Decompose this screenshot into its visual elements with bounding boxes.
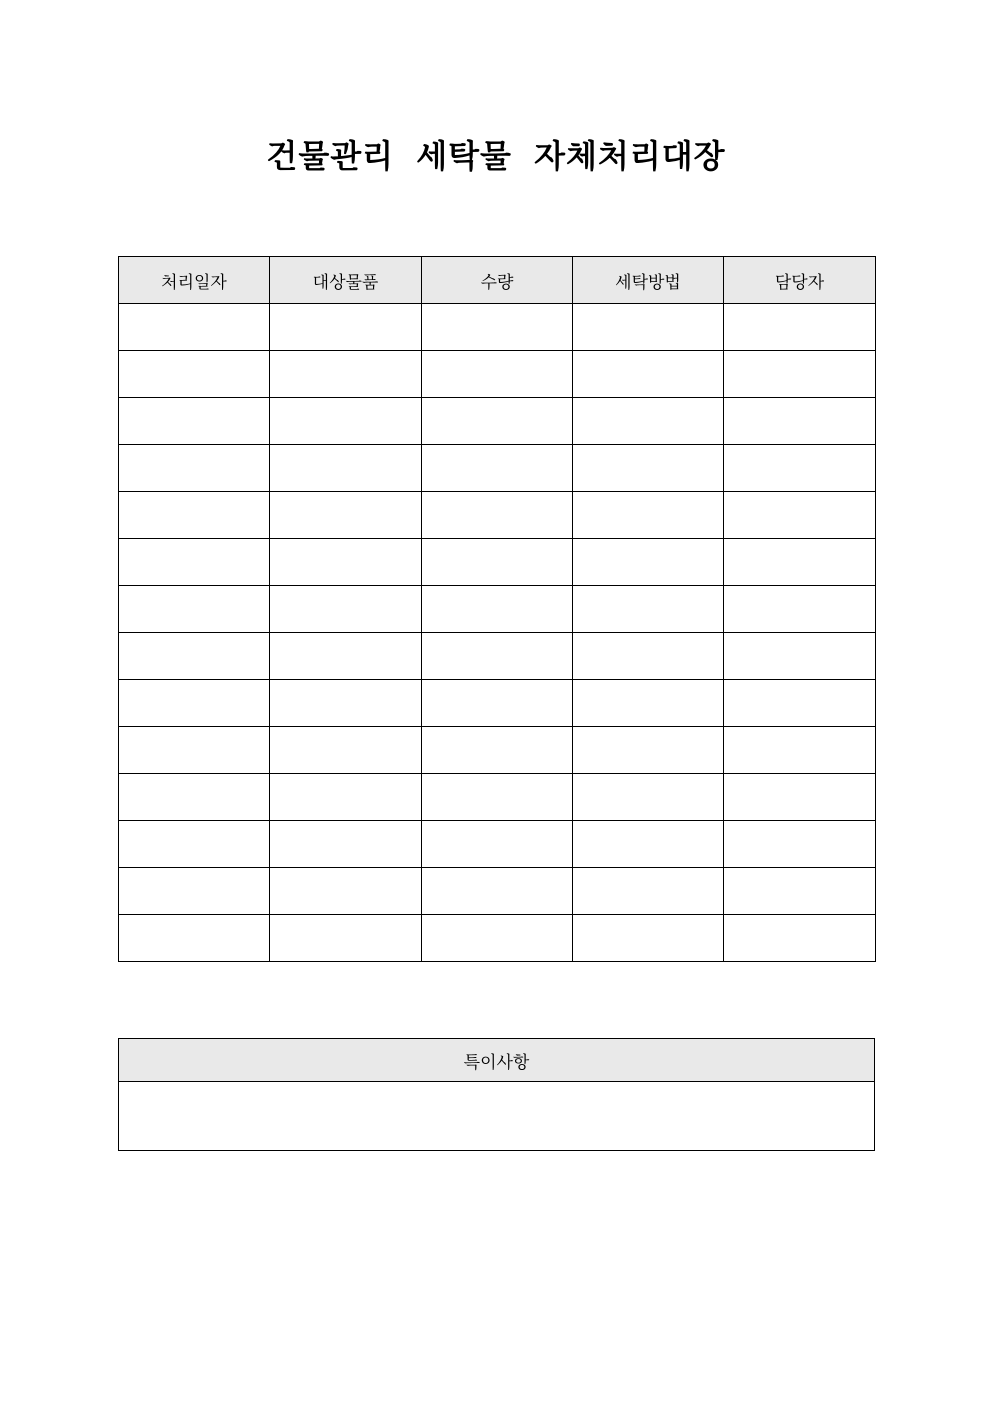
table-cell-method[interactable]	[573, 586, 724, 633]
table-cell-manager[interactable]	[724, 304, 876, 351]
table-cell-method[interactable]	[573, 304, 724, 351]
table-row	[119, 586, 876, 633]
table-cell-date[interactable]	[119, 539, 270, 586]
table-cell-manager[interactable]	[724, 774, 876, 821]
table-cell-quantity[interactable]	[422, 868, 573, 915]
table-cell-item[interactable]	[270, 304, 422, 351]
table-cell-quantity[interactable]	[422, 774, 573, 821]
table-cell-manager[interactable]	[724, 586, 876, 633]
table-cell-manager[interactable]	[724, 821, 876, 868]
column-header-item: 대상물품	[270, 257, 422, 304]
notes-content[interactable]	[119, 1082, 875, 1151]
table-cell-method[interactable]	[573, 868, 724, 915]
table-cell-date[interactable]	[119, 398, 270, 445]
column-header-date: 처리일자	[119, 257, 270, 304]
table-cell-quantity[interactable]	[422, 633, 573, 680]
table-cell-quantity[interactable]	[422, 492, 573, 539]
table-cell-item[interactable]	[270, 586, 422, 633]
table-cell-method[interactable]	[573, 680, 724, 727]
notes-header: 특이사항	[119, 1039, 875, 1082]
table-cell-manager[interactable]	[724, 539, 876, 586]
table-cell-method[interactable]	[573, 351, 724, 398]
table-cell-quantity[interactable]	[422, 304, 573, 351]
table-cell-manager[interactable]	[724, 633, 876, 680]
table-row	[119, 680, 876, 727]
column-header-manager: 담당자	[724, 257, 876, 304]
table-cell-manager[interactable]	[724, 680, 876, 727]
table-cell-method[interactable]	[573, 727, 724, 774]
table-row	[119, 492, 876, 539]
table-cell-quantity[interactable]	[422, 680, 573, 727]
table-cell-quantity[interactable]	[422, 351, 573, 398]
table-cell-date[interactable]	[119, 586, 270, 633]
table-row	[119, 445, 876, 492]
table-cell-date[interactable]	[119, 492, 270, 539]
table-row	[119, 915, 876, 962]
table-cell-method[interactable]	[573, 774, 724, 821]
table-cell-date[interactable]	[119, 727, 270, 774]
table-cell-method[interactable]	[573, 445, 724, 492]
table-cell-item[interactable]	[270, 774, 422, 821]
laundry-log-table	[118, 256, 876, 962]
table-cell-method[interactable]	[573, 633, 724, 680]
table-cell-item[interactable]	[270, 492, 422, 539]
table-row	[119, 304, 876, 351]
table-cell-date[interactable]	[119, 915, 270, 962]
table-cell-quantity[interactable]	[422, 727, 573, 774]
table-body	[119, 304, 876, 962]
table-cell-manager[interactable]	[724, 398, 876, 445]
table-cell-manager[interactable]	[724, 351, 876, 398]
table-cell-date[interactable]	[119, 351, 270, 398]
table-cell-date[interactable]	[119, 774, 270, 821]
table-cell-date[interactable]	[119, 868, 270, 915]
table-row	[119, 539, 876, 586]
table-cell-method[interactable]	[573, 821, 724, 868]
table-cell-manager[interactable]	[724, 445, 876, 492]
table-cell-date[interactable]	[119, 304, 270, 351]
table-cell-item[interactable]	[270, 821, 422, 868]
table-cell-item[interactable]	[270, 633, 422, 680]
table-cell-method[interactable]	[573, 539, 724, 586]
table-cell-date[interactable]	[119, 821, 270, 868]
table-cell-date[interactable]	[119, 680, 270, 727]
table-cell-manager[interactable]	[724, 492, 876, 539]
table-row	[119, 727, 876, 774]
table-cell-item[interactable]	[270, 680, 422, 727]
table-cell-quantity[interactable]	[422, 398, 573, 445]
table-cell-method[interactable]	[573, 492, 724, 539]
table-cell-item[interactable]	[270, 727, 422, 774]
table-cell-quantity[interactable]	[422, 445, 573, 492]
table-cell-date[interactable]	[119, 633, 270, 680]
table-cell-item[interactable]	[270, 868, 422, 915]
table-cell-method[interactable]	[573, 915, 724, 962]
table-cell-item[interactable]	[270, 445, 422, 492]
table-row	[119, 774, 876, 821]
table-cell-item[interactable]	[270, 915, 422, 962]
table-cell-quantity[interactable]	[422, 915, 573, 962]
table-row	[119, 351, 876, 398]
table-row	[119, 398, 876, 445]
table-cell-manager[interactable]	[724, 915, 876, 962]
table-cell-quantity[interactable]	[422, 821, 573, 868]
table-header-row	[119, 257, 876, 304]
table-cell-method[interactable]	[573, 398, 724, 445]
table-cell-quantity[interactable]	[422, 586, 573, 633]
table-row	[119, 821, 876, 868]
table-cell-item[interactable]	[270, 398, 422, 445]
table-row	[119, 633, 876, 680]
table-cell-item[interactable]	[270, 351, 422, 398]
table-cell-quantity[interactable]	[422, 539, 573, 586]
page-title: 건물관리 세탁물 자체처리대장	[266, 137, 726, 175]
column-header-method: 세탁방법	[573, 257, 724, 304]
table-cell-item[interactable]	[270, 539, 422, 586]
notes-table	[118, 1038, 875, 1151]
column-header-quantity: 수량	[422, 257, 573, 304]
table-cell-date[interactable]	[119, 445, 270, 492]
table-row	[119, 868, 876, 915]
table-cell-manager[interactable]	[724, 868, 876, 915]
table-cell-manager[interactable]	[724, 727, 876, 774]
